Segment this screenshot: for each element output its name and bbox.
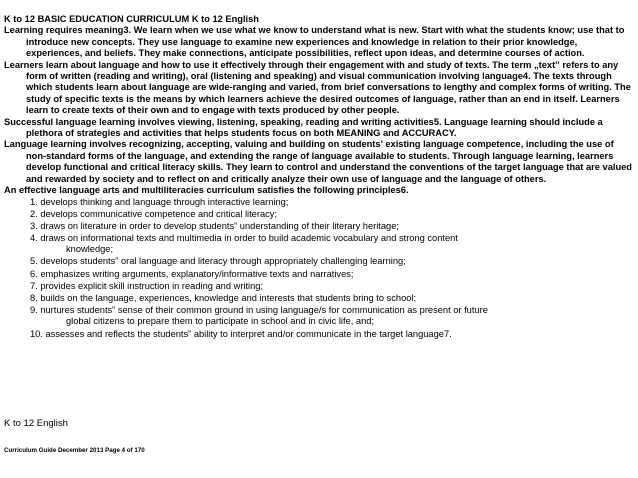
principles-list	[4, 197, 634, 341]
paragraph-successful-learning: Successful language learning involves viewing, listening, speaking, reading and writing activities5. Language learning should include a plethora of strategies and activities that helps students focus on both MEANING and ACCURACY.	[4, 116, 603, 139]
list-item: 6. emphasizes writing arguments, explanatory/informative texts and narratives;	[30, 268, 354, 279]
list-item: 9. nurtures students‟ sense of their common ground in using language/s for communication as present or future global citizens to prepare them to participate in school and in civic life, and;	[30, 304, 488, 327]
paragraph-texts: Learners learn about language and how to use it effectively through their engagement with and study of texts. The term „text‟ refers to any form of written (reading and writing), oral (listening and speaking) and visual communication involving language4. The texts through which students learn about language are wide-ranging and varied, from brief conversations to lengthy and complex forms of writing. The study of specific texts is the means by which learners achieve the desired outcomes of language, rather than an end in itself. Learners learn to create texts of their own and to engage with texts produced by other people.	[4, 59, 631, 116]
list-item: 5. develops students‟ oral language and literacy through appropriately challenging learning;	[30, 256, 406, 267]
list-item: 1. develops thinking and language through interactive learning;	[30, 196, 289, 207]
footer-title: K to 12 English	[4, 418, 68, 429]
list-item: 10. assesses and reflects the students‟ ability to interpret and/or communicate in the target language7.	[30, 328, 452, 339]
list-item: 7. provides explicit skill instruction in reading and writing;	[30, 280, 264, 291]
list-item: 4. draws on informational texts and multimedia in order to build academic vocabulary and strong content knowledge;	[30, 232, 458, 255]
principles-intro: An effective language arts and multiliteracies curriculum satisfies the following principles6.	[4, 185, 409, 196]
paragraph-language-competence: Language learning involves recognizing, accepting, valuing and building on students' existing language competence, including the use of non-standard forms of the language, and extending the range of language available to students. Through language learning, learners develop functional and critical literacy skills. They learn to control and understand the conventions of the target language that are valued and rewarded by society and to reflect on and critically analyze their own use of language and the language of others.	[4, 139, 632, 184]
document-title: K to 12 BASIC EDUCATION CURRICULUM K to 12 English	[4, 14, 259, 24]
list-item: 8. builds on the language, experiences, knowledge and interests that students bring to school;	[30, 292, 417, 303]
document-body	[4, 14, 634, 341]
list-item: 3. draws on literature in order to develop students‟ understanding of their literary heritage;	[30, 220, 399, 231]
paragraph-learning-meaning: Learning requires meaning3. We learn when we use what we know to understand what is new. Start with what the students know; use that to introduce new concepts. They use language to examine new experiences and knowledge in relation to their prior knowledge, experiences, and beliefs. They make connections, anticipate possibilities, reflect upon ideas, and determine courses of action.	[4, 25, 625, 59]
footer-page-reference: Curriculum Guide December 2013 Page 4 of 170	[4, 447, 145, 454]
list-item: 2. develops communicative competence and critical literacy;	[30, 208, 277, 219]
